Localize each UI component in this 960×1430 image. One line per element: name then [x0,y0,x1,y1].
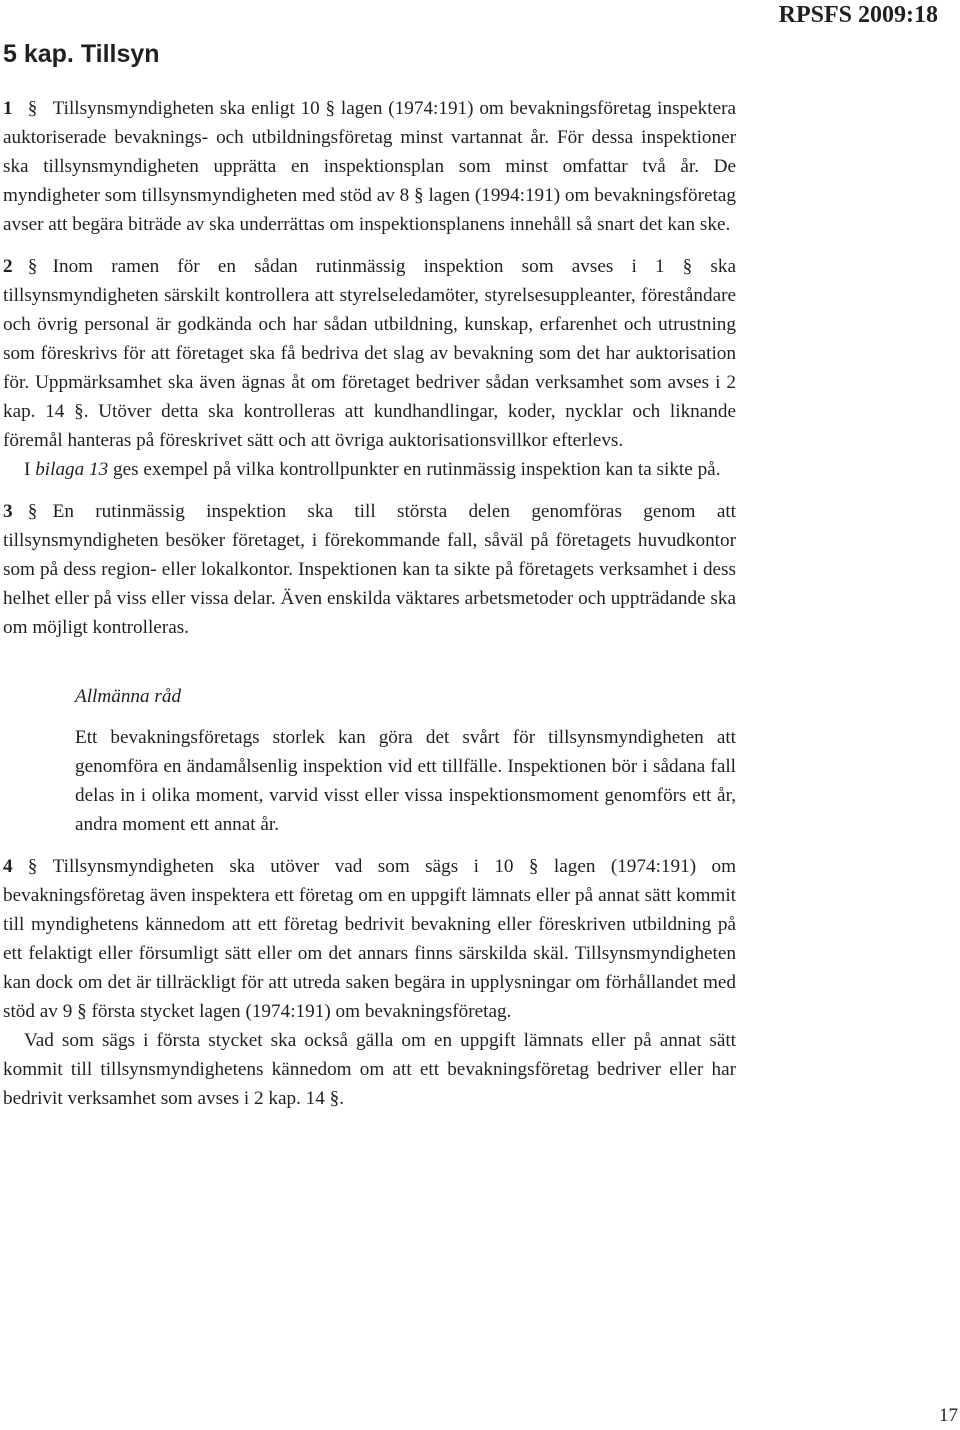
section-number: 4 [3,856,13,877]
section-1 [3,94,736,239]
section-2-paragraph-2 [3,455,736,484]
general-advice [75,682,736,839]
section-4-paragraph-2: Vad som sägs i första stycket ska också gälla om en uppgift lämnats eller på annat sätt kommit till tillsynsmyndighetens kännedom om att ett bevakningsföretag bedriver eller har bedrivit verksamhet som avses i 2 kap. 14 §. [3,1030,736,1109]
advice-heading: Allmänna råd [75,686,182,707]
section-sign: § [27,98,38,119]
advice-text: Ett bevakningsföretags storlek kan göra det svårt för tillsynsmyndigheten att genomföra en ändamålsenlig inspektion vid ett tillfälle. Inspektionen bör i sådana fall delas in i olika moment, varvid visst eller vissa inspektionsmoment genomförs ett år, andra moment ett annat år. [75,727,736,835]
section-sign: § [27,256,38,277]
text-fragment: I [24,459,31,480]
section-number: 2 [3,256,13,277]
page-number: 17 [939,1405,958,1426]
section-sign: § [27,856,38,877]
document-body [3,94,736,1113]
section-text: Tillsynsmyndigheten ska utöver vad som sägs i 10 § lagen (1974:191) om bevakningsföretag även inspektera ett företag om en uppgift lämnats eller på annat sätt kommit till myndighetens kännedom att ett företag bedrivit bevakning eller föreskriven utbildning på ett felaktigt eller försumligt sätt eller om det annars finns särskilda skäl. Tillsynsmyndigheten kan dock om det är tillräckligt för att utreda saken begära in upplysningar om förhållandet med stöd av 9 § första stycket lagen (1974:191) om bevakningsföretag. [3,856,736,1022]
section-number: 3 [3,501,13,522]
document-code: RPSFS 2009:18 [778,2,938,28]
section-number: 1 [3,98,13,119]
section-2 [3,252,736,455]
appendix-reference: bilaga 13 [35,459,109,480]
section-4 [3,852,736,1026]
chapter-title: 5 kap. Tillsyn [3,40,160,68]
section-text: En rutinmässig inspektion ska till största delen genomföras genom att tillsynsmyndigheten besöker företaget, i förekommande fall, såväl på företagets huvudkontor som på dess region- eller lokalkontor. Inspektionen kan ta sikte på företagets verksamhet i dess helhet eller på viss eller vissa delar. Även enskilda väktares arbetsmetoder och uppträdande ska om möjligt kontrolleras. [3,501,736,638]
section-text: Tillsynsmyndigheten ska enligt 10 § lagen (1974:191) om bevakningsföretag inspektera auktoriserade bevaknings- och utbildningsföretag minst vartannat år. För dessa inspektioner ska tillsynsmyndigheten upprätta en inspektionsplan som minst omfattar två år. De myndigheter som tillsynsmyndigheten med stöd av 8 § lagen (1994:191) om bevakningsföretag avser att begära biträde av ska underrättas om inspektionsplanens innehåll så snart det kan ske. [3,98,736,235]
text-fragment: ges exempel på vilka kontrollpunkter en rutinmässig inspektion kan ta sikte på. [113,459,721,480]
section-sign: § [27,501,38,522]
section-3 [3,497,736,642]
section-text: Inom ramen för en sådan rutinmässig inspektion som avses i 1 § ska tillsynsmyndigheten särskilt kontrollera att styrelseledamöter, styrelsesuppleanter, föreståndare och övrig personal är godkända och har sådan utbildning, kunskap, erfarenhet och utrustning som föreskrivs för att företaget ska få bedriva det slag av bevakning som det har auktorisation för. Uppmärksamhet ska även ägnas åt om företaget bedriver sådan verksamhet som avses i 2 kap. 14 §. Utöver detta ska kontrolleras att kundhandlingar, koder, nycklar och liknande föremål hanteras på föreskrivet sätt och att övriga auktorisationsvillkor efterlevs. [3,256,736,451]
